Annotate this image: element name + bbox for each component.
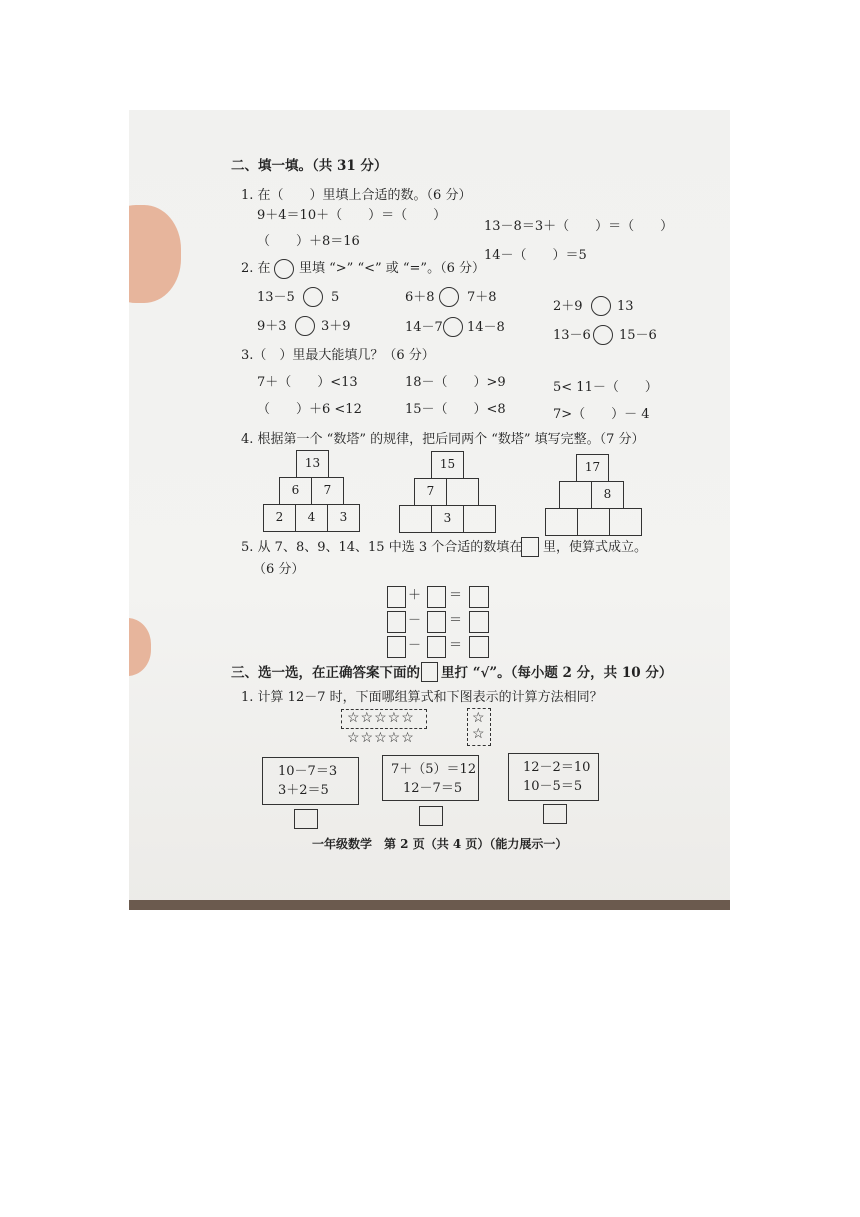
table-edge <box>129 900 730 910</box>
q2-item-4-circle[interactable] <box>295 316 315 336</box>
q2-item-3-left: 2＋9 <box>553 299 583 314</box>
section3-title-box-icon <box>421 662 438 682</box>
q2-item-5-right: 14－8 <box>467 320 505 335</box>
section3-title-start: 三、选一选，在正确答案下面的 <box>231 665 420 681</box>
option-c-line2: 10－5＝5 <box>523 779 583 794</box>
q5-eq1-eq: ＝ <box>449 588 463 603</box>
tower3-bottom-1[interactable] <box>545 508 578 536</box>
option-b-answer-box[interactable] <box>419 806 443 826</box>
option-c-answer-box[interactable] <box>543 804 567 824</box>
q3-prompt: 3.（ ）里最大能填几？（6 分） <box>241 348 435 363</box>
q1-line1-left: 9＋4＝10＋（ ）＝（ ） <box>257 208 447 223</box>
stars-row-2: ☆☆☆☆☆ <box>347 730 415 746</box>
tower1-bottom-3: 3 <box>327 504 360 532</box>
option-a-line2: 3＋2＝5 <box>278 783 329 798</box>
option-a-line1: 10－7＝3 <box>278 764 338 779</box>
q5-eq1-op: ＋ <box>408 588 422 603</box>
tower3-top: 17 <box>576 454 609 482</box>
q2-item-1-left: 13－5 <box>257 290 295 305</box>
q2-item-1-circle[interactable] <box>303 287 323 307</box>
q5-eq3-op: － <box>408 638 422 653</box>
q2-item-4-left: 9＋3 <box>257 319 287 334</box>
tower3-mid-2: 8 <box>591 481 624 509</box>
q1-line1-right: 13－8＝3＋（ ）＝（ ） <box>484 219 674 234</box>
stars-row-1: ☆☆☆☆☆ <box>347 710 415 726</box>
q5-points: （6 分） <box>253 562 305 577</box>
option-b-line2: 12－7＝5 <box>403 781 463 796</box>
section2-title: 二、填一填。（共 31 分） <box>231 158 388 174</box>
tower1-mid-1: 6 <box>279 477 312 505</box>
option-b-line1: 7＋（5）＝12 <box>391 762 477 777</box>
q2-item-2-circle[interactable] <box>439 287 459 307</box>
tower3-mid-1[interactable] <box>559 481 592 509</box>
tower1-bottom-2: 4 <box>295 504 328 532</box>
tower2-mid-1: 7 <box>414 478 447 506</box>
q5-eq2-eq: ＝ <box>449 613 463 628</box>
q5-eq2-box1[interactable] <box>387 611 406 633</box>
tower2-top: 15 <box>431 451 464 479</box>
option-a-answer-box[interactable] <box>294 809 318 829</box>
q2-item-3-right: 13 <box>617 299 634 314</box>
q3-item-5: 15－（ ）<8 <box>405 402 506 417</box>
tower2-mid-2[interactable] <box>446 478 479 506</box>
q5-eq1-box3[interactable] <box>469 586 489 608</box>
q5-prompt-box-icon <box>521 537 539 557</box>
q5-eq2-box3[interactable] <box>469 611 489 633</box>
q5-prompt-end: 里，使算式成立。 <box>543 540 648 555</box>
tower3-bottom-3[interactable] <box>609 508 642 536</box>
q1-prompt: 1. 在（ ）里填上合适的数。（6 分） <box>241 188 472 203</box>
q2-item-2-left: 6＋8 <box>405 290 435 305</box>
page-footer: 一年级数学 第 2 页（共 4 页）（能力展示一） <box>312 837 568 851</box>
q5-eq1-box2[interactable] <box>427 586 446 608</box>
q3-item-3: 5< 11－（ ） <box>553 380 658 395</box>
q5-eq3-box1[interactable] <box>387 636 406 658</box>
finger-top <box>129 205 181 303</box>
q2-item-6-left: 13－6 <box>553 328 591 343</box>
q5-eq2-op: － <box>408 613 422 628</box>
q2-item-2-right: 7＋8 <box>467 290 497 305</box>
q4-prompt: 4. 根据第一个 “数塔” 的规律，把后同两个 “数塔” 填写完整。（7 分） <box>241 432 645 447</box>
q2-item-3-circle[interactable] <box>591 296 611 316</box>
section3-title-end: 里打 “√”。（每小题 2 分，共 10 分） <box>441 665 673 681</box>
q2-item-5-left: 14－7 <box>405 320 443 335</box>
tower2-bottom-1[interactable] <box>399 505 432 533</box>
q2-item-5-circle[interactable] <box>443 317 463 337</box>
stars-right-2: ☆ <box>472 726 486 742</box>
q2-item-6-circle[interactable] <box>593 325 613 345</box>
q5-eq3-box3[interactable] <box>469 636 489 658</box>
option-c-line1: 12－2＝10 <box>523 760 591 775</box>
q3-item-1: 7＋（ ）<13 <box>257 375 358 390</box>
q5-eq3-eq: ＝ <box>449 638 463 653</box>
tower2-bottom-2: 3 <box>431 505 464 533</box>
q3-item-4: （ ）＋6 <12 <box>257 402 362 417</box>
q2-prompt-end: 里填 “>” “<” 或 “=”。（6 分） <box>299 261 485 276</box>
tower2-bottom-3[interactable] <box>463 505 496 533</box>
tower3-bottom-2[interactable] <box>577 508 610 536</box>
q3-item-6: 7>（ ）－ 4 <box>553 407 650 422</box>
exam-photo <box>129 110 730 910</box>
q1-line2-right: 14－（ ）＝5 <box>484 248 587 263</box>
q2-item-4-right: 3＋9 <box>321 319 351 334</box>
q5-prompt-start: 5. 从 7、8、9、14、15 中选 3 个合适的数填在 <box>241 540 523 555</box>
stars-right-1: ☆ <box>472 710 486 726</box>
finger-bottom <box>129 618 151 676</box>
q2-prompt-circle-icon <box>274 259 294 279</box>
tower1-top: 13 <box>296 450 329 478</box>
q3-item-2: 18－（ ）>9 <box>405 375 506 390</box>
q5-eq3-box2[interactable] <box>427 636 446 658</box>
q1-line2-left: （ ）＋8＝16 <box>257 234 360 249</box>
q5-eq1-box1[interactable] <box>387 586 406 608</box>
tower1-mid-2: 7 <box>311 477 344 505</box>
q5-eq2-box2[interactable] <box>427 611 446 633</box>
q2-prompt-start: 2. 在 <box>241 261 271 276</box>
q2-item-1-right: 5 <box>331 290 340 305</box>
tower1-bottom-1: 2 <box>263 504 296 532</box>
s3-q1-prompt: 1. 计算 12－7 时，下面哪组算式和下图表示的计算方法相同？ <box>241 690 603 705</box>
q2-item-6-right: 15－6 <box>619 328 657 343</box>
